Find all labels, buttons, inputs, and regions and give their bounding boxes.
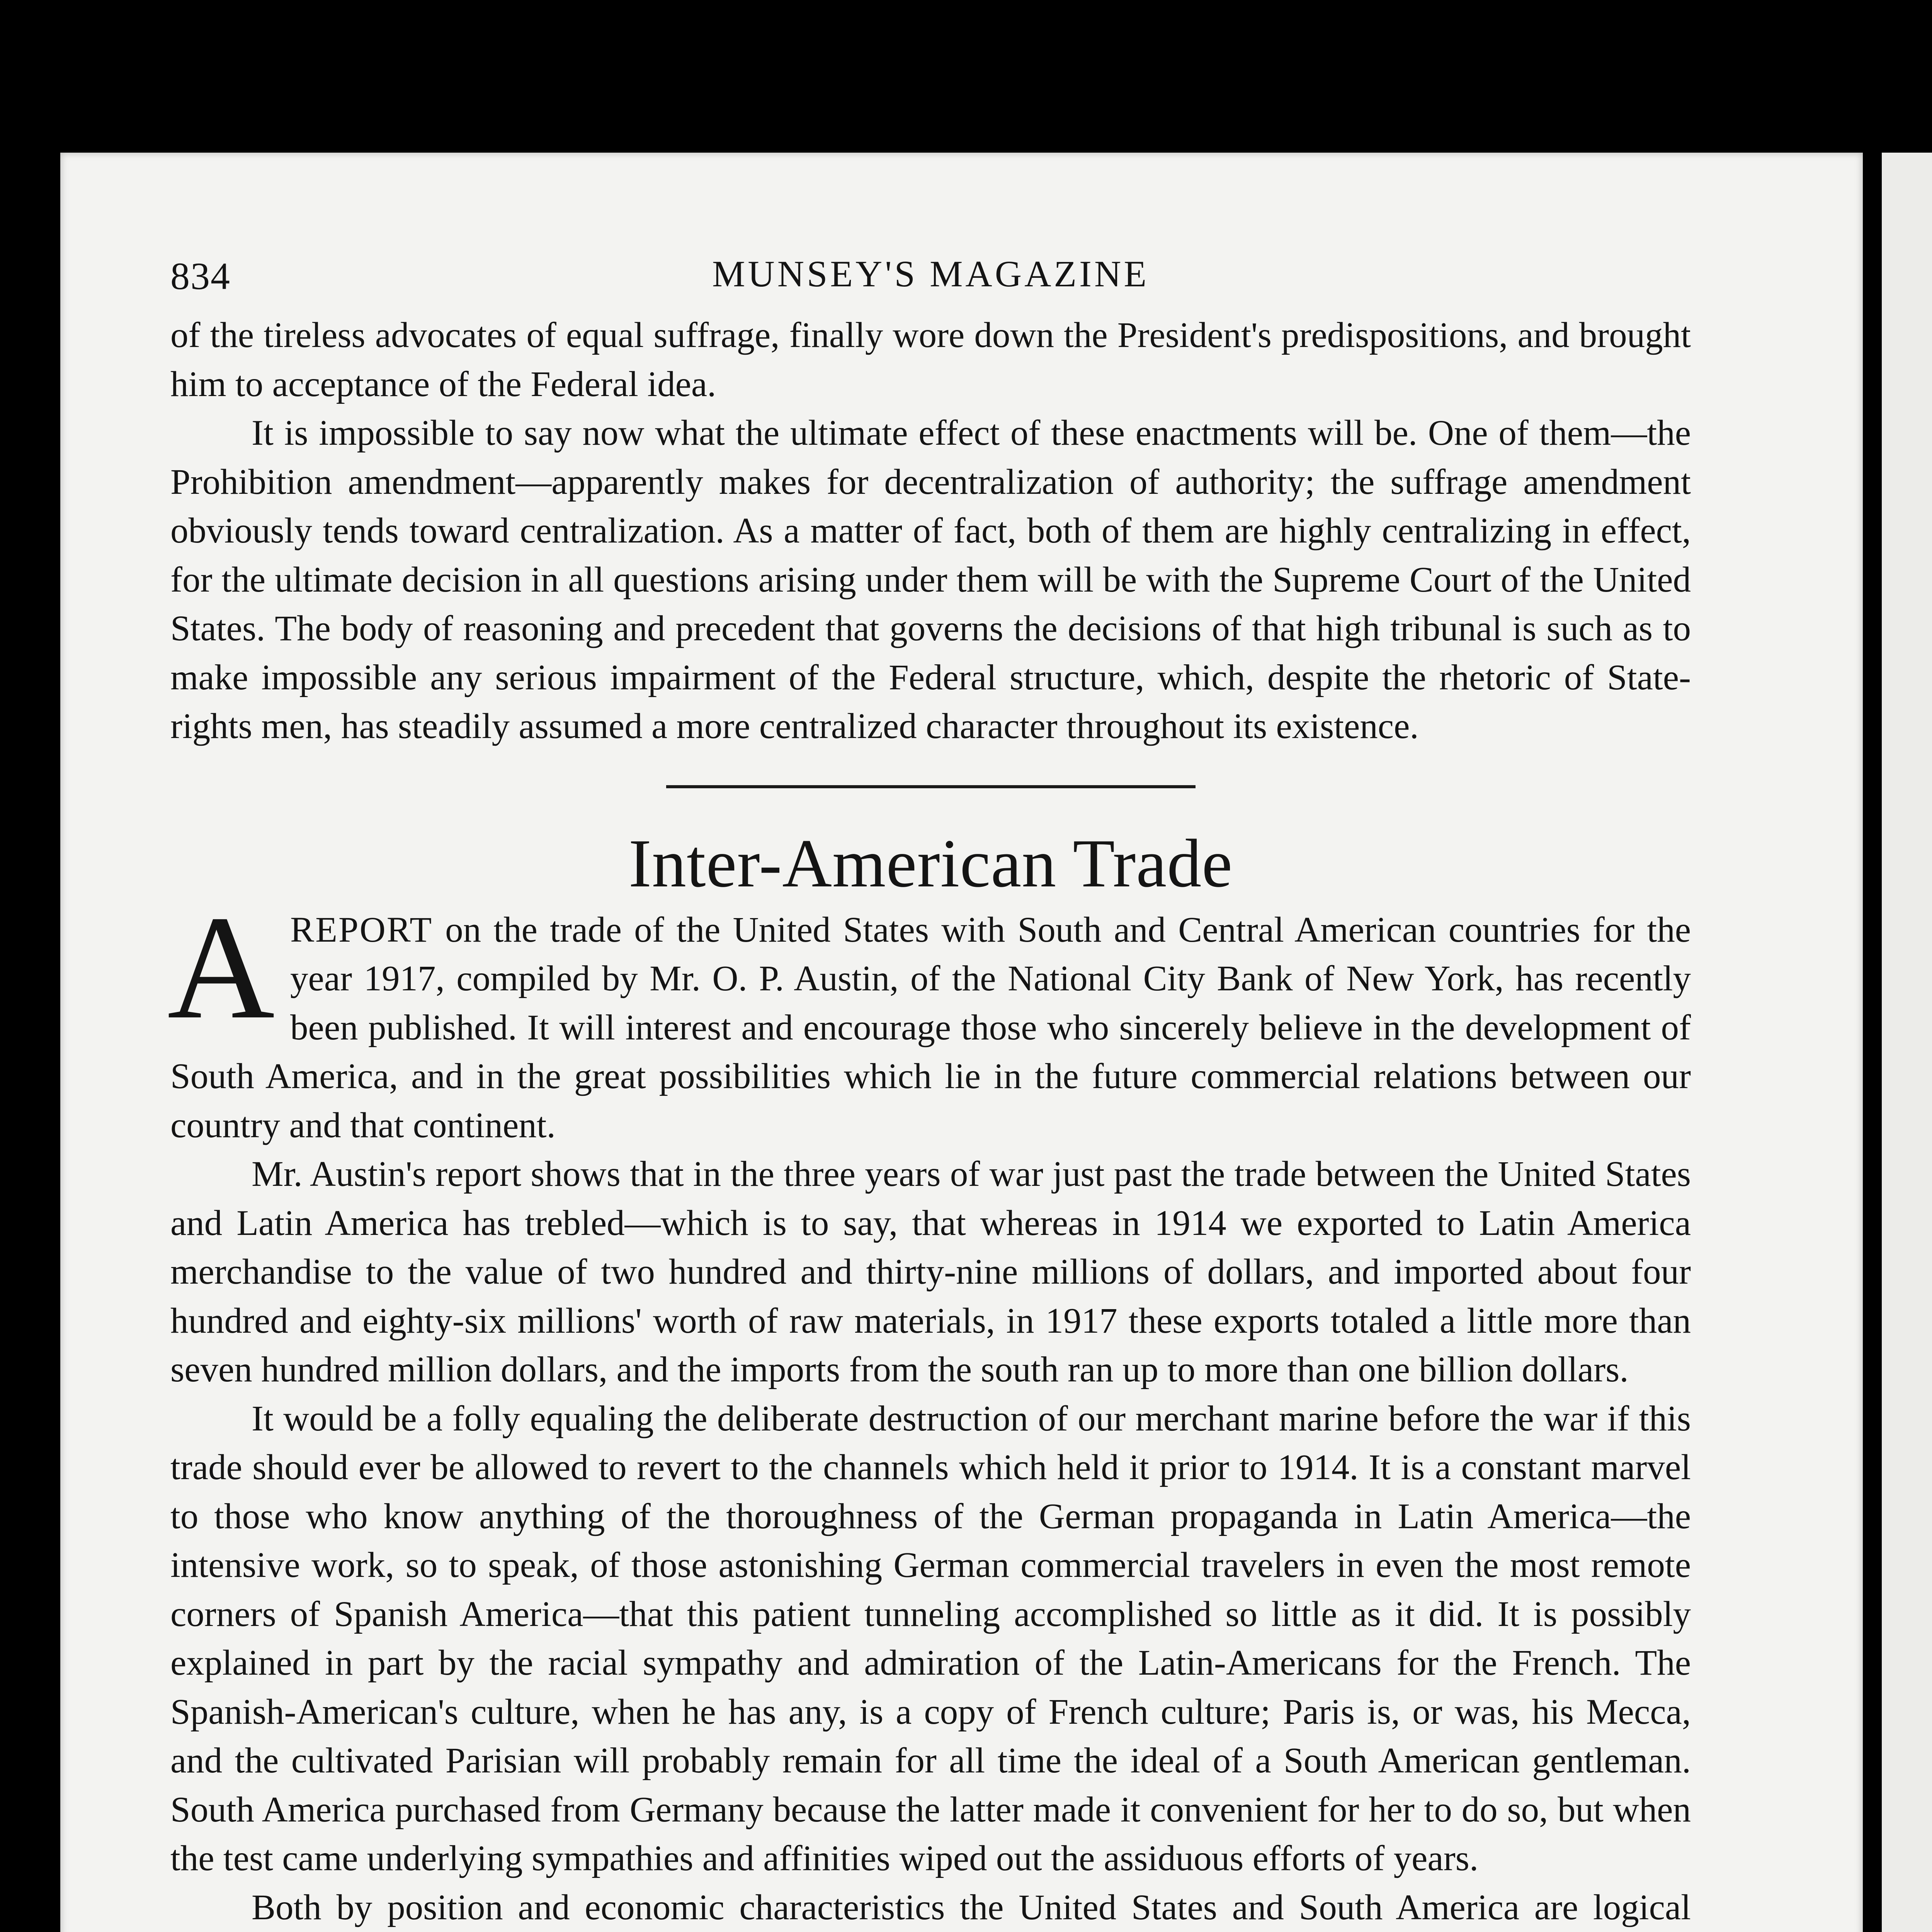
magazine-page	[60, 153, 1863, 1932]
magazine-title: MUNSEY'S MAGAZINE	[712, 253, 1149, 294]
page-number: 834	[170, 255, 231, 298]
paragraph-austin-report: Mr. Austin's report shows that in the three years of war just past the trade between the United States and Latin America has trebled—which is to say, that whereas in 1914 we exported to Latin America merchandise to the value of two hundred and thirty-nine millions of dollars, and imported about four hundred and eighty-six millions' worth of raw materials, in 1917 these exports totaled a little more than seven hundred million dollars, and the imports from the south ran up to more than one billion dollars.	[170, 1154, 1691, 1389]
section-divider	[666, 785, 1196, 788]
page-content	[167, 245, 1691, 1932]
drop-cap: A	[167, 885, 275, 1050]
running-head	[170, 245, 1691, 311]
continued-paragraph: of the tireless advocates of equal suffrage, finally wore down the President's predispositions, and brought him to acceptance of the Federal idea.	[170, 315, 1691, 404]
lead-smallcaps: REPORT	[290, 910, 433, 950]
article-title: Inter-American Trade	[628, 825, 1233, 901]
adjacent-page-edge	[1882, 153, 1932, 1932]
paragraph-folly: It would be a folly equaling the deliberate destruction of our merchant marine before the war if this trade should ever be allowed to revert to the channels which held it prior to 1914. It is a constant marvel to those who know anything of the thoroughness of the German propaganda in Latin America—the intensive work, so to speak, of those astonishing German commercial travelers in even the most remote corners of Spanish America—that this patient tunneling accomplished so little as it did. It is possibly explained in part by the racial sympathy and admiration of the Latin-Americans for the French. The Spanish-American's culture, when he has any, is a copy of French culture; Paris is, or was, his Mecca, and the cultivated Parisian will probably remain for all time the ideal of a South American gentleman. South America purchased from Germany because the latter made it convenient for her to do so, but when the test came underlying sympathies and affinities wiped out the assiduous efforts of years.	[170, 1398, 1691, 1878]
paragraph-trade-complements: Both by position and economic characteristics the United States and South America are logical	[252, 1887, 1691, 1927]
lead-paragraph	[167, 885, 1691, 1150]
lead-text: on the trade of the United States with South and Central American countries for the year 1917, compiled by Mr. O. P. Austin, of the National City Bank of New York, has recently been published. It will interest and encourage those who sincerely believe in the development of South America, and in the great possibilities which lie in the future commercial relations between our country and that continent.	[170, 910, 1691, 1145]
paragraph-enactments: It is impossible to say now what the ultimate effect of these enactments will be. One of them—the Prohibition amendment—apparently makes for decentralization of authority; the suffrage amendment obviously tends toward centralization. As a matter of fact, both of them are highly centralizing in effect, for the ultimate decision in all questions arising under them will be with the Supreme Court of the United States. The body of reasoning and precedent that governs the decisions of that high tribunal is such as to make impossible any serious impairment of the Federal structure, which, despite the rhetoric of State-rights men, has steadily assumed a more centralized character throughout its existence.	[170, 413, 1691, 746]
